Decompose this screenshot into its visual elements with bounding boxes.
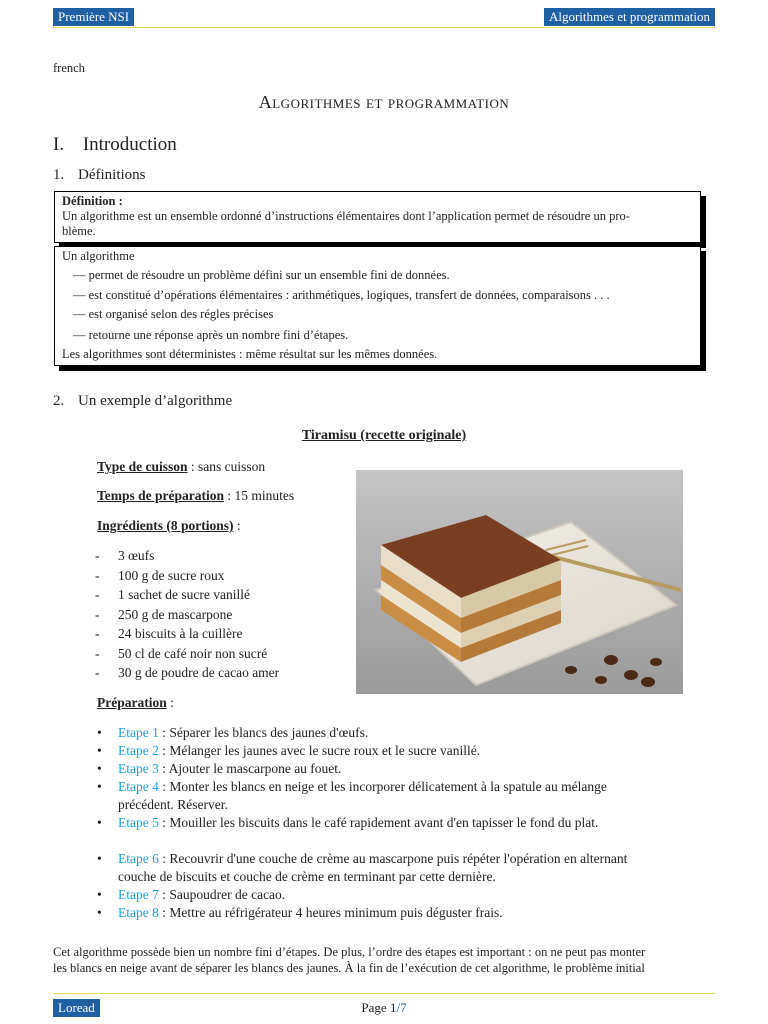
page-label: Page <box>361 1000 390 1015</box>
temps-line <box>97 488 294 504</box>
recipe-title-text: Tiramisu (recette originale) <box>301 428 467 443</box>
step-text: : Mettre au réfrigérateur 4 heures minimum puis déguster frais. <box>158 905 503 920</box>
property-item <box>73 307 273 322</box>
step-label: Etape 1 <box>118 725 159 740</box>
ingredient-text: 100 g de sucre roux <box>118 568 225 583</box>
ingredient-item: - 100 g de sucre roux <box>95 568 225 583</box>
subsection-title: Définitions <box>78 167 146 183</box>
subsection-heading-2 <box>53 393 232 410</box>
ingredient-text: 250 g de mascarpone <box>118 607 233 622</box>
step-item: • Etape 7 : Saupoudrer de cacao. <box>97 887 286 902</box>
ingredient-item: - 250 g de mascarpone <box>95 607 233 622</box>
language-note: french <box>53 61 85 75</box>
ingredient-item: - 30 g de poudre de cacao amer <box>95 665 280 680</box>
dash-marker: — <box>73 307 86 321</box>
section-number: I. <box>53 134 65 155</box>
subsection-heading-1 <box>53 167 146 184</box>
ingredient-item: - 1 sachet de sucre vanillé <box>95 587 250 602</box>
step-text: : Recouvrir d'une couche de crème au mascarpone puis répéter l'opération en alternant couche de biscuits et couche de crème en terminant par cette dernière. <box>118 851 628 884</box>
ingredients-label: Ingrédients (8 portions) <box>97 518 234 533</box>
step-text: : Mouiller les biscuits dans le café rapidement avant d'en tapisser le fond du plat. <box>158 815 599 830</box>
cuisson-label: Type de cuisson <box>97 459 188 474</box>
tiramisu-photo <box>356 470 683 694</box>
author-tag: Loread <box>53 999 100 1017</box>
cuisson-value: : sans cuisson <box>187 459 266 474</box>
step-item: • Etape 5 : Mouiller les biscuits dans le café rapidement avant d'en tapisser le fond du plat. <box>97 815 599 830</box>
temps-label: Temps de préparation <box>97 488 225 503</box>
property-text: est constitué d’opérations élémentaires : arithmétiques, logiques, transfert de données, comparaisons . . . <box>88 288 610 302</box>
properties-intro: Un algorithme <box>62 249 135 263</box>
ingredient-text: 24 biscuits à la cuillère <box>118 626 243 641</box>
ingredient-text: 30 g de poudre de cacao amer <box>118 665 280 680</box>
definition-line-1: Un algorithme est un ensemble ordonné d’instructions élémentaires dont l’application permet de résoudre un pro- <box>62 209 630 223</box>
property-text: est organisé selon des régles précises <box>88 307 274 321</box>
property-item <box>73 268 450 283</box>
ingredient-item: - 3 œufs <box>95 548 155 563</box>
tiramisu-illustration <box>356 470 683 694</box>
course-tag: Première NSI <box>53 8 134 26</box>
step-label: Etape 3 <box>118 761 159 776</box>
subsection-title: Un exemple d’algorithme <box>78 393 233 409</box>
temps-value: : 15 minutes <box>224 488 295 503</box>
section-heading <box>53 134 177 156</box>
properties-box <box>54 246 701 366</box>
page-total: 7 <box>400 1000 407 1015</box>
step-label: Etape 4 <box>118 779 159 794</box>
dash-marker: — <box>73 288 86 302</box>
definition-box <box>54 191 701 243</box>
step-text: : Séparer les blancs des jaunes d'œufs. <box>158 725 369 740</box>
property-text: permet de résoudre un problème défini sur un ensemble fini de données. <box>88 268 450 282</box>
subsection-number: 2. <box>53 393 65 409</box>
section-title: Introduction <box>82 134 177 155</box>
step-label: Etape 6 <box>118 851 159 866</box>
subsection-number: 1. <box>53 167 65 183</box>
property-item <box>73 328 348 343</box>
recipe-title <box>0 428 768 444</box>
step-label: Etape 8 <box>118 905 159 920</box>
closing-line-2: les blancs en neige avant de séparer les blancs des jaunes. À la fin de l’exécution de cet algorithme, le problème initial <box>53 961 645 975</box>
ingredient-item: - 50 cl de café noir non sucré <box>95 646 268 661</box>
step-item: • Etape 6 : Recouvrir d'une couche de crème au mascarpone puis répéter l'opération en alternant couche de biscuits et couche de crème en terminant par cette dernière. <box>97 851 628 884</box>
ingredient-text: 50 cl de café noir non sucré <box>118 646 268 661</box>
ingredient-text: 3 œufs <box>118 548 155 563</box>
header-rule <box>53 27 715 28</box>
preparation-label: Préparation <box>97 695 167 710</box>
step-label: Etape 5 <box>118 815 159 830</box>
step-text: : Monter les blancs en neige et les incorporer délicatement à la spatule au mélange précédent. Réserver. <box>118 779 607 812</box>
ingredient-item: - 24 biscuits à la cuillère <box>95 626 243 641</box>
property-item <box>73 288 610 303</box>
step-item: • Etape 1 : Séparer les blancs des jaunes d'œufs. <box>97 725 369 740</box>
definition-line-2: blème. <box>62 224 96 238</box>
step-item: • Etape 3 : Ajouter le mascarpone au fouet. <box>97 761 342 776</box>
step-item: • Etape 2 : Mélanger les jaunes avec le sucre roux et le sucre vanillé. <box>97 743 481 758</box>
preparation-heading <box>97 695 174 711</box>
step-text: : Mélanger les jaunes avec le sucre roux et le sucre vanillé. <box>158 743 481 758</box>
closing-line-1: Cet algorithme possède bien un nombre fini d’étapes. De plus, l’ordre des étapes est important : on ne peut pas monter <box>53 945 646 959</box>
dash-marker: — <box>73 268 86 282</box>
page-number <box>0 1000 768 1016</box>
ingredients-heading <box>97 518 241 534</box>
ingredient-text: 1 sachet de sucre vanillé <box>118 587 250 602</box>
page-current: 1 <box>389 1000 397 1015</box>
step-item: • Etape 8 : Mettre au réfrigérateur 4 heures minimum puis déguster frais. <box>97 905 503 920</box>
properties-outro: Les algorithmes sont déterministes : même résultat sur les mêmes données. <box>62 347 438 361</box>
page-separator: / <box>396 1000 401 1015</box>
step-item: • Etape 4 : Monter les blancs en neige et les incorporer délicatement à la spatule au mélange précédent. Réserver. <box>97 779 607 812</box>
preparation-colon: : <box>166 695 174 710</box>
dash-marker: — <box>73 328 86 342</box>
definition-label: Définition : <box>62 194 123 208</box>
footer-rule <box>53 993 715 994</box>
property-text: retourne une réponse après un nombre fini d’étapes. <box>88 328 349 342</box>
step-label: Etape 7 <box>118 887 159 902</box>
page-title: Algorithmes et programmation <box>258 92 510 112</box>
chapter-tag: Algorithmes et programmation <box>544 8 715 26</box>
step-text: : Saupoudrer de cacao. <box>158 887 286 902</box>
ingredients-colon: : <box>233 518 241 533</box>
step-label: Etape 2 <box>118 743 159 758</box>
step-text: : Ajouter le mascarpone au fouet. <box>158 761 342 776</box>
cuisson-line <box>97 459 265 475</box>
